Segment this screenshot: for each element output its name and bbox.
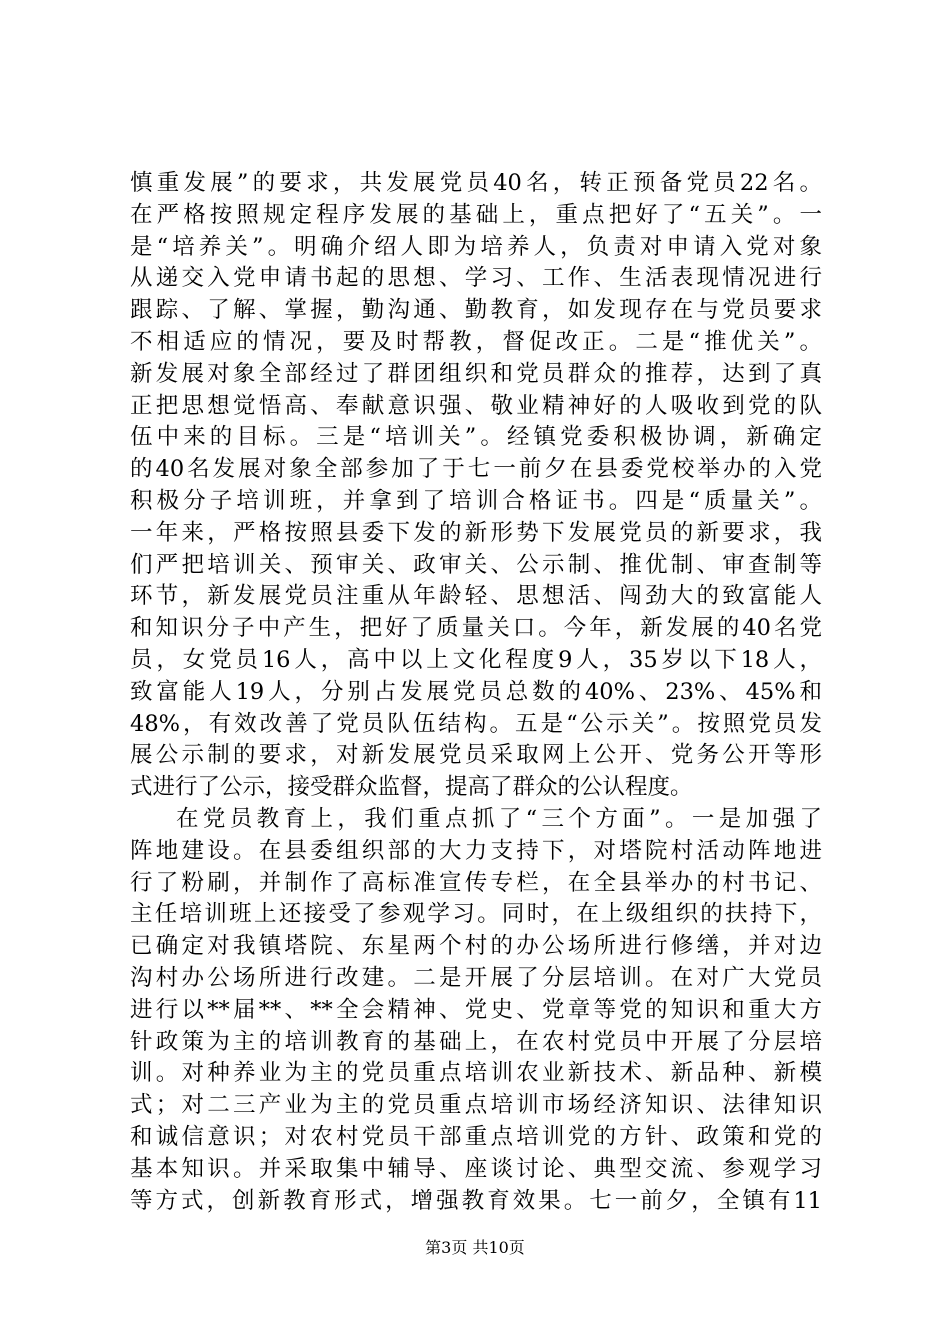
text-line: 阵地建设。在县委组织部的大力支持下，对塔院村活动阵地进 — [130, 837, 822, 864]
text-line: 进行以**届**、**全会精神、党史、党章等党的知识和重大方 — [130, 996, 822, 1023]
text-line: 正把思想觉悟高、奉献意识强、敬业精神好的人吸收到党的队 — [130, 392, 822, 419]
text-line: 展公示制的要求，对新发展党员采取网上公开、党务公开等形 — [130, 742, 822, 769]
body-text — [130, 168, 822, 1217]
text-line: 已确定对我镇塔院、东星两个村的办公场所进行修缮，并对边 — [130, 933, 822, 960]
text-line: 伍中来的目标。三是“培训关”。经镇党委积极协调，新确定 — [130, 424, 822, 451]
text-line: 致富能人19人，分别占发展党员总数的40%、23%、45%和 — [130, 678, 822, 705]
text-line: 慎重发展”的要求，共发展党员40名，转正预备党员22名。 — [130, 170, 822, 196]
page-number-footer: 第3页 共10页 — [425, 1238, 525, 1257]
text-line: 一年来，严格按照县委下发的新形势下发展党员的新要求，我 — [130, 519, 822, 546]
text-line: 新发展对象全部经过了群团组织和党员群众的推荐，达到了真 — [130, 360, 822, 387]
paragraph-end-line: 式进行了公示，接受群众监督，提高了群众的公认程度。 — [130, 774, 693, 801]
text-line: 和诚信意识；对农村党员干部重点培训党的方针、政策和党的 — [130, 1123, 822, 1150]
text-line: 们严把培训关、预审关、政审关、公示制、推优制、审查制等 — [130, 551, 822, 578]
text-line: 式；对二三产业为主的党员重点培训市场经济知识、法律知识 — [130, 1092, 822, 1119]
text-line: 在严格按照规定程序发展的基础上，重点把好了“五关”。一 — [130, 201, 822, 228]
paragraph-start-line: 在党员教育上，我们重点抓了“三个方面”。一是加强了 — [176, 805, 822, 832]
text-line: 跟踪、了解、掌握，勤沟通、勤教育，如发现存在与党员要求 — [130, 297, 822, 324]
text-line: 不相适应的情况，要及时帮教，督促改正。二是“推优关”。 — [130, 328, 822, 355]
text-line: 基本知识。并采取集中辅导、座谈讨论、典型交流、参观学习 — [130, 1155, 822, 1182]
text-line: 积极分子培训班，并拿到了培训合格证书。四是“质量关”。 — [130, 487, 822, 514]
text-line: 行了粉刷，并制作了高标准宣传专栏，在全县举办的村书记、 — [130, 869, 822, 896]
text-line: 的40名发展对象全部参加了于七一前夕在县委党校举办的入党 — [130, 456, 822, 483]
text-line: 针政策为主的培训教育的基础上，在农村党员中开展了分层培 — [130, 1028, 822, 1055]
text-line: 从递交入党申请书起的思想、学习、工作、生活表现情况进行 — [130, 265, 822, 292]
text-line: 沟村办公场所进行改建。二是开展了分层培训。在对广大党员 — [130, 964, 822, 991]
text-line: 环节，新发展党员注重从年龄轻、思想活、闯劲大的致富能人 — [130, 583, 822, 610]
text-line: 等方式，创新教育形式，增强教育效果。七一前夕，全镇有11 — [130, 1187, 822, 1214]
text-line: 和知识分子中产生，把好了质量关口。今年，新发展的40名党 — [130, 615, 822, 642]
text-line: 训。对种养业为主的党员重点培训农业新技术、新品种、新模 — [130, 1060, 822, 1087]
text-line: 48%，有效改善了党员队伍结构。五是“公示关”。按照党员发 — [130, 710, 822, 737]
text-line: 是“培养关”。明确介绍人即为培养人，负责对申请入党对象 — [130, 233, 822, 260]
text-line: 主任培训班上还接受了参观学习。同时，在上级组织的扶持下， — [130, 901, 822, 928]
text-line: 员，女党员16人，高中以上文化程度9人，35岁以下18人， — [130, 646, 822, 673]
